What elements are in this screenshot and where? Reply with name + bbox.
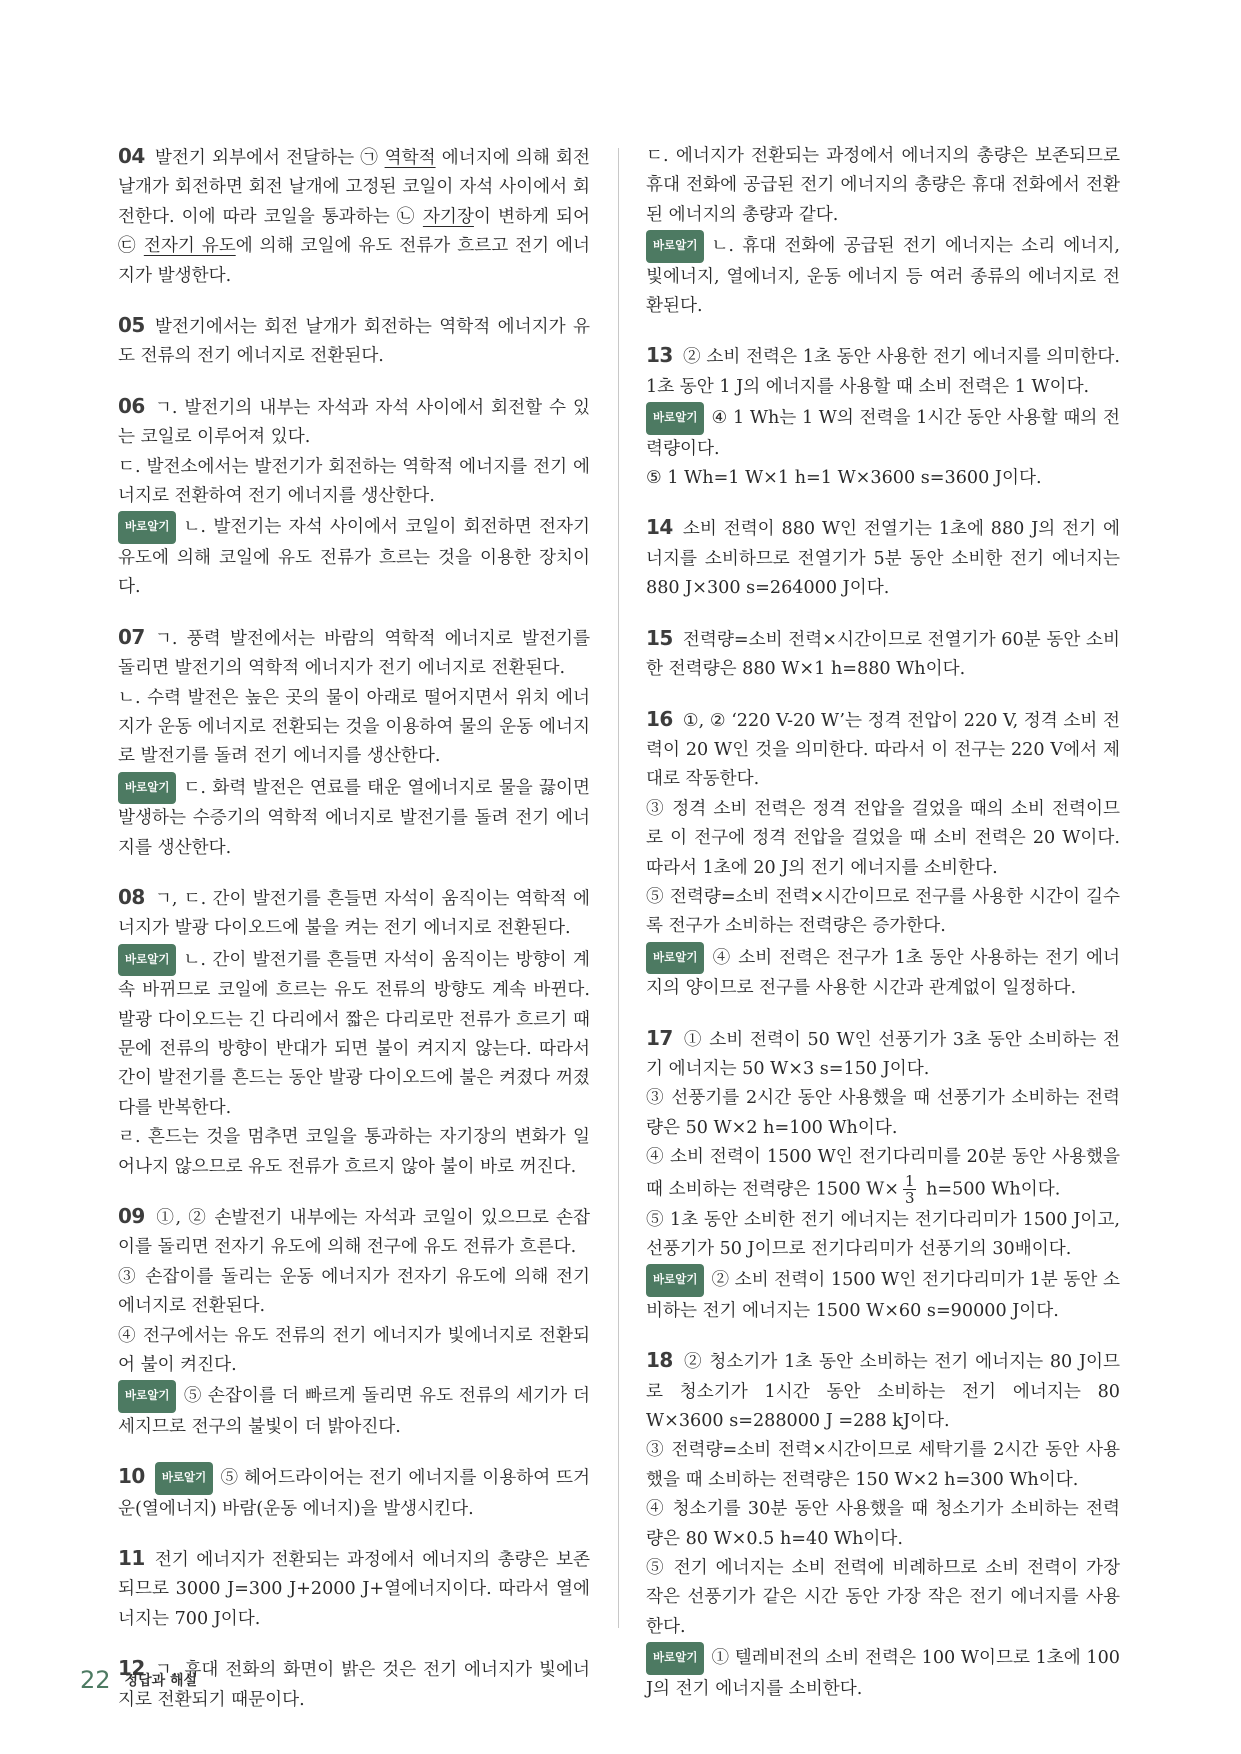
text-segment: 발전기 외부에서 전달하는 ㉠ bbox=[154, 148, 385, 168]
answer-06-p1 bbox=[118, 392, 590, 453]
answer-09-p4 bbox=[118, 1380, 590, 1442]
text-segment: ④ 소비 전력이 1500 W인 전기다리미를 20분 동안 사용했을 때 소비하는 전력량은 1500 W× bbox=[646, 1147, 1120, 1200]
question-number: 08 bbox=[118, 884, 145, 909]
answer-06-p2: ㄷ. 발전소에서는 발전기가 회전하는 역학적 에너지를 전기 에너지로 전환하여 전기 에너지를 생산한다. bbox=[118, 456, 590, 507]
question-number: 17 bbox=[646, 1025, 673, 1050]
answer-09-p2: ③ 손잡이를 돌리는 운동 에너지가 전자기 유도에 의해 전기 에너지로 전환된다. bbox=[118, 1266, 590, 1317]
correction-badge: 바로알기 bbox=[118, 1380, 176, 1412]
answer-07 bbox=[118, 623, 590, 863]
text-segment: ⑤ 손잡이를 더 빠르게 돌리면 유도 전류의 세기가 더 세지므로 전구의 불빛이 더 밝아진다. bbox=[118, 1386, 590, 1437]
footer-label: 정답과 해설 bbox=[124, 1673, 198, 1689]
column-divider bbox=[618, 148, 619, 1628]
answer-04 bbox=[118, 142, 590, 291]
text-segment: ㄴ. 발전기는 자석 사이에서 코일이 회전하면 전자기 유도에 의해 코일에 유도 전류가 흐르는 것을 이용한 장치이다. bbox=[118, 517, 590, 598]
answer-13 bbox=[646, 341, 1120, 493]
correction-badge: 바로알기 bbox=[118, 511, 176, 543]
text-segment: ② 소비 전력은 1초 동안 사용한 전기 에너지를 의미한다. 1초 동안 1 J의 에너지를 사용할 때 소비 전력은 1 W이다. bbox=[646, 347, 1120, 397]
question-number: 06 bbox=[118, 393, 145, 418]
answer-06 bbox=[118, 392, 590, 603]
page-footer bbox=[80, 1666, 197, 1694]
text-segment: ㄱ, ㄷ. 간이 발전기를 흔들면 자석이 움직이는 역학적 에너지가 발광 다이오드에 불을 켜는 전기 에너지로 전환된다. bbox=[118, 888, 590, 939]
answer-09-p1 bbox=[118, 1202, 590, 1263]
text-segment: h=500 Wh이다. bbox=[920, 1179, 1061, 1200]
left-column bbox=[118, 142, 590, 1735]
text-segment: ⑤ 헤어드라이어는 전기 에너지를 이용하여 뜨거운(열에너지) 바람(운동 에너지)을 발생시킨다. bbox=[118, 1468, 590, 1519]
fraction bbox=[903, 1173, 917, 1206]
fraction-denominator: 3 bbox=[904, 1188, 915, 1207]
question-number: 05 bbox=[118, 313, 145, 338]
answer-17-p1 bbox=[646, 1024, 1120, 1085]
answer-17 bbox=[646, 1024, 1120, 1327]
answer-08-p1 bbox=[118, 883, 590, 944]
text-segment: 전기 에너지가 전환되는 과정에서 에너지의 총량은 보존되므로 3000 J=300 J+2000 J+열에너지이다. 따라서 열에너지는 700 J이다. bbox=[118, 1550, 590, 1629]
answer-05 bbox=[118, 311, 590, 372]
correction-badge: 바로알기 bbox=[155, 1462, 213, 1494]
text-segment: 이 변하게 되어 ㉢ bbox=[118, 206, 590, 257]
question-number: 10 bbox=[118, 1464, 145, 1489]
text-segment: ㄴ. 휴대 전화에 공급된 전기 에너지는 소리 에너지, 빛에너지, 열에너지, 운동 에너지 등 여러 종류의 에너지로 전환된다. bbox=[646, 236, 1120, 317]
text-segment: ①, ② ‘220 V-20 W’는 정격 전압이 220 V, 정격 소비 전력이 20 W인 것을 의미한다. 따라서 이 전구는 220 V에서 제대로 작동한다. bbox=[646, 710, 1120, 790]
answer-05-text bbox=[118, 311, 590, 372]
answer-16-p2: ③ 정격 소비 전력은 정격 전압을 걸었을 때의 소비 전력이므로 이 전구에 정격 전압을 걸었을 때 소비 전력은 20 W이다. 따라서 1초에 20 J의 전기 에너지를 소비한다. bbox=[646, 798, 1120, 878]
answer-18-p5 bbox=[646, 1642, 1120, 1704]
answer-09 bbox=[118, 1202, 590, 1442]
answer-11-text bbox=[118, 1544, 590, 1634]
answer-14 bbox=[646, 513, 1120, 603]
answer-15 bbox=[646, 624, 1120, 685]
answer-17-p4: ⑤ 1초 동안 소비한 전기 에너지는 전기다리미가 1500 J이고, 선풍기가 50 J이므로 전기다리미가 선풍기의 30배이다. bbox=[646, 1209, 1120, 1259]
question-number: 14 bbox=[646, 515, 673, 540]
question-number: 11 bbox=[118, 1546, 145, 1571]
answer-18 bbox=[646, 1346, 1120, 1704]
answer-18-p3: ④ 청소기를 30분 동안 사용했을 때 청소기가 소비하는 전력량은 80 W×0.5 h=40 Wh이다. bbox=[646, 1499, 1120, 1549]
text-segment: 소비 전력이 880 W인 전열기는 1초에 880 J의 전기 에너지를 소비하므로 전열기가 5분 동안 소비한 전기 에너지는 880 J×300 s=264000 J이다. bbox=[646, 519, 1120, 599]
text-segment: ㄱ. 발전기의 내부는 자석과 자석 사이에서 회전할 수 있는 코일로 이루어져 있다. bbox=[118, 397, 590, 448]
underlined-answer: 자기장 bbox=[422, 206, 474, 227]
text-segment: ㄴ. 간이 발전기를 흔들면 자석이 움직이는 방향이 계속 바뀌므로 코일에 흐르는 유도 전류의 방향도 계속 바뀐다. 발광 다이오드는 긴 다리에서 짧은 다리로만 전류가 흐르기 때문에 전류의 방향이 반대가 되면 불이 켜지지 않는다. 따라서 간이 발전기를 흔드는 동안 발광 다이오드에 불은 켜졌다 꺼졌다를 반복한다. bbox=[118, 949, 590, 1118]
right-column bbox=[646, 142, 1120, 1724]
text-segment: 에 의해 코일에 유도 전류가 흐르고 전기 에너지가 발생한다. bbox=[118, 236, 590, 286]
underlined-answer: 역학적 bbox=[384, 148, 436, 168]
answer-16 bbox=[646, 705, 1120, 1004]
text-segment: ④ 소비 전력은 전구가 1초 동안 사용하는 전기 에너지의 양이므로 전구를 사용한 시간과 관계없이 일정하다. bbox=[646, 947, 1120, 999]
question-number: 18 bbox=[646, 1348, 673, 1373]
underlined-answer: 전자기 유도 bbox=[143, 236, 236, 257]
question-number: 09 bbox=[118, 1204, 145, 1228]
answer-08-p3: ㄹ. 흔드는 것을 멈추면 코일을 통과하는 자기장의 변화가 일어나지 않으므로 유도 전류가 흐르지 않아 불이 바로 꺼진다. bbox=[118, 1127, 590, 1177]
answer-07-p3 bbox=[118, 772, 590, 863]
answer-17-p2: ③ 선풍기를 2시간 동안 사용했을 때 선풍기가 소비하는 전력량은 50 W×2 h=100 Wh이다. bbox=[646, 1088, 1120, 1138]
text-segment: 전력량=소비 전력×시간이므로 전열기가 60분 동안 소비한 전력량은 880 W×1 h=880 Wh이다. bbox=[646, 629, 1120, 680]
text-segment: ①, ② 손발전기 내부에는 자석과 코일이 있으므로 손잡이를 돌리면 전자기 유도에 의해 전구에 유도 전류가 흐른다. bbox=[118, 1208, 590, 1258]
answer-09-p3: ④ 전구에서는 유도 전류의 전기 에너지가 빛에너지로 전환되어 불이 켜진다. bbox=[118, 1325, 590, 1376]
correction-badge: 바로알기 bbox=[118, 772, 176, 804]
text-segment: ㄱ. 풍력 발전에서는 바람의 역학적 에너지로 발전기를 돌리면 발전기의 역학적 에너지가 전기 에너지로 전환된다. bbox=[118, 628, 590, 679]
text-segment: ㄷ. 화력 발전은 연료를 태운 열에너지로 물을 끓이면 발생하는 수증기의 역학적 에너지로 발전기를 돌려 전기 에너지를 생산한다. bbox=[118, 777, 590, 858]
answer-07-p2: ㄴ. 수력 발전은 높은 곳의 물이 아래로 떨어지면서 위치 에너지가 운동 에너지로 전환되는 것을 이용하여 물의 운동 에너지로 발전기를 돌려 전기 에너지를 생산한다. bbox=[118, 687, 590, 767]
question-number: 16 bbox=[646, 706, 673, 731]
answer-11 bbox=[118, 1544, 590, 1634]
text-segment: 발전기에서는 회전 날개가 회전하는 역학적 에너지가 유도 전류의 전기 에너지로 전환된다. bbox=[118, 317, 590, 367]
answer-12-p3 bbox=[646, 230, 1120, 321]
answer-08-p2 bbox=[118, 944, 590, 1123]
correction-badge: 바로알기 bbox=[646, 1642, 704, 1674]
correction-badge: 바로알기 bbox=[646, 1264, 704, 1296]
text-segment: ㄱ. 휴대 전화의 화면이 밝은 것은 전기 에너지가 빛에너지로 전환되기 때문이다. bbox=[118, 1660, 590, 1710]
correction-badge: 바로알기 bbox=[118, 944, 176, 976]
answer-06-p3 bbox=[118, 511, 590, 602]
correction-badge: 바로알기 bbox=[646, 942, 704, 974]
question-number: 04 bbox=[118, 144, 145, 168]
text-segment: ① 소비 전력이 50 W인 선풍기가 3초 동안 소비하는 전기 에너지는 50 W×3 s=150 J이다. bbox=[646, 1029, 1120, 1079]
question-number: 12 bbox=[118, 1656, 145, 1681]
answer-12-p2: ㄷ. 에너지가 전환되는 과정에서 에너지의 총량은 보존되므로 휴대 전화에 공급된 전기 에너지의 총량은 휴대 전화에서 전환된 에너지의 총량과 같다. bbox=[646, 146, 1120, 225]
answer-17-p3 bbox=[646, 1143, 1120, 1205]
answer-04-text bbox=[118, 142, 590, 291]
answer-13-p3: ⑤ 1 Wh=1 W×1 h=1 W×3600 s=3600 J이다. bbox=[646, 468, 1042, 489]
fraction-numerator: 1 bbox=[904, 1171, 915, 1190]
correction-badge: 바로알기 bbox=[646, 230, 704, 262]
question-number: 13 bbox=[646, 343, 673, 368]
text-segment: ④ 1 Wh는 1 W의 전력을 1시간 동안 사용할 때의 전력량이다. bbox=[646, 408, 1120, 459]
answer-08 bbox=[118, 883, 590, 1182]
answer-13-p1 bbox=[646, 341, 1120, 402]
answer-12-cont bbox=[646, 142, 1120, 321]
text-segment: ② 청소기가 1초 동안 소비하는 전기 에너지는 80 J이므로 청소기가 1시간 동안 소비하는 전기 에너지는 80 W×3600 s=288000 J =288 kJ이다. bbox=[646, 1352, 1120, 1432]
answer-16-p3: ⑤ 전력량=소비 전력×시간이므로 전구를 사용한 시간이 길수록 전구가 소비하는 전력량은 증가한다. bbox=[646, 886, 1120, 937]
page-number: 22 bbox=[80, 1666, 111, 1694]
question-number: 07 bbox=[118, 624, 145, 649]
text-segment: ② 소비 전력이 1500 W인 전기다리미가 1분 동안 소비하는 전기 에너지는 1500 W×60 s=90000 J이다. bbox=[646, 1270, 1120, 1321]
question-number: 15 bbox=[646, 625, 673, 650]
answer-14-text bbox=[646, 513, 1120, 603]
answer-16-p1 bbox=[646, 705, 1120, 795]
answer-13-p2 bbox=[646, 402, 1120, 464]
answer-07-p1 bbox=[118, 623, 590, 684]
answer-16-p4 bbox=[646, 942, 1120, 1004]
answer-17-p5 bbox=[646, 1264, 1120, 1326]
text-segment: 에너지에 의해 회전 날개가 회전하면 회전 날개에 고정된 코일이 자석 사이에서 회전한다. 이에 따라 코일을 통과하는 ㉡ bbox=[118, 148, 591, 227]
answer-18-p1 bbox=[646, 1346, 1120, 1436]
answer-18-p2: ③ 전력량=소비 전력×시간이므로 세탁기를 2시간 동안 사용했을 때 소비하는 전력량은 150 W×2 h=300 Wh이다. bbox=[646, 1440, 1120, 1490]
text-segment: ① 텔레비전의 소비 전력은 100 W이므로 1초에 100 J의 전기 에너지를 소비한다. bbox=[646, 1648, 1120, 1699]
answer-18-p4: ⑤ 전기 에너지는 소비 전력에 비례하므로 소비 전력이 가장 작은 선풍기가 같은 시간 동안 가장 작은 전기 에너지를 사용한다. bbox=[646, 1558, 1120, 1637]
answer-10-text bbox=[118, 1462, 590, 1524]
answer-15-text bbox=[646, 624, 1120, 685]
answer-10 bbox=[118, 1462, 590, 1524]
correction-badge: 바로알기 bbox=[646, 402, 704, 434]
